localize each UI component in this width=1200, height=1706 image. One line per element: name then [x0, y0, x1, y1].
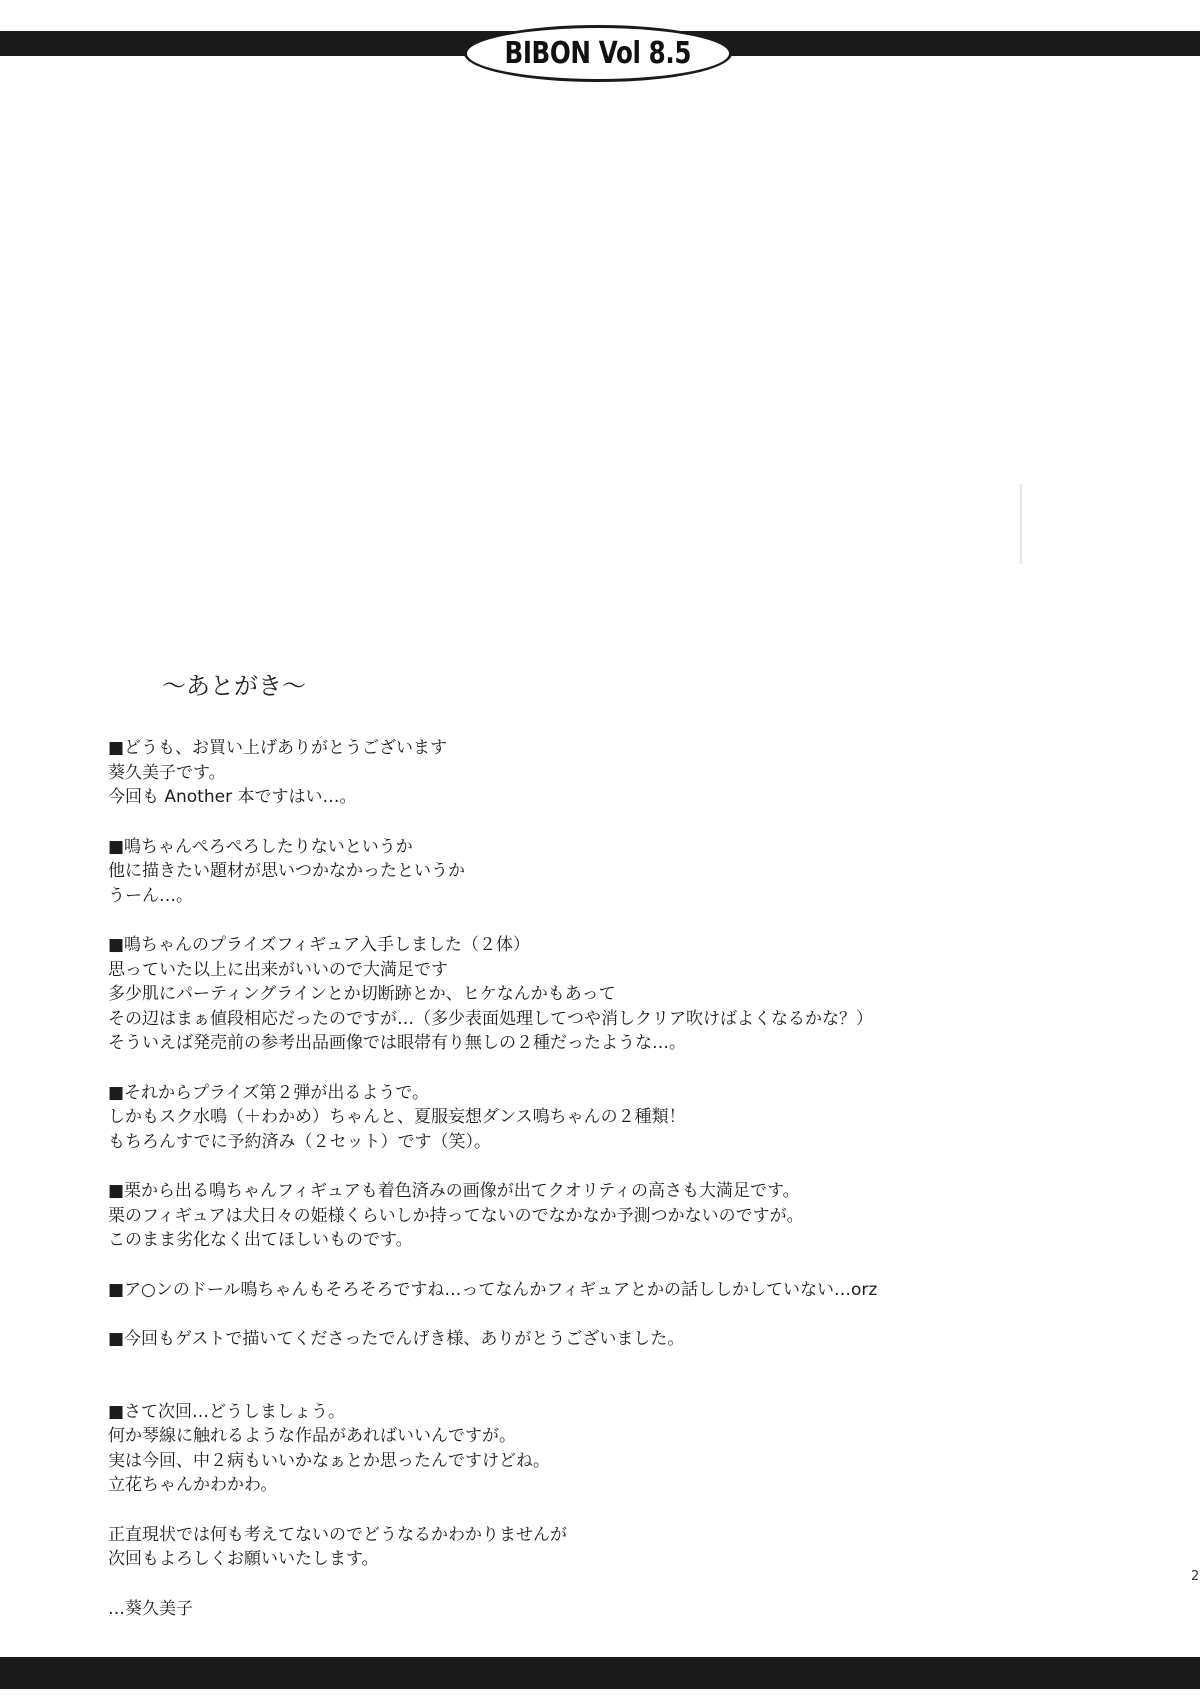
text-line: ■ア○ンのドール鳴ちゃんもそろそろですね…ってなんかフィギュアとかの話ししかしていない…orz: [108, 1279, 878, 1300]
paragraph-topic: [108, 835, 1108, 909]
author-signature: …葵久美子: [108, 1598, 193, 1619]
text-line: 思っていた以上に出来がいいので大満足です: [108, 959, 448, 980]
page-number: 2: [1191, 1569, 1200, 1584]
scan-mark: [1020, 484, 1022, 564]
text-line: ■さて次回…どうしましょう。: [108, 1401, 346, 1422]
title-badge: [464, 25, 732, 82]
text-line: うーん…。: [108, 885, 193, 906]
paragraph-next-time: [108, 1400, 1108, 1498]
text-line: そういえば発売前の参考出品画像では眼帯有り無しの２種だったような…。: [108, 1033, 686, 1053]
text-line: 何か琴線に触れるような作品があればいいんですが。: [108, 1426, 516, 1446]
text-line: ■どうも、お買い上げありがとうございます: [108, 738, 448, 758]
paragraph-prize-second: [108, 1081, 1108, 1155]
text-line: 他に描きたい題材が思いつかなかったというか: [108, 861, 465, 881]
text-line: その辺はまぁ値段相応だったのですが…（多少表面処理してつや消しクリア吹けばよくなるかな？）: [108, 1008, 873, 1029]
afterword-body: [108, 736, 1108, 1646]
paragraph-greeting: [108, 736, 1108, 810]
text-line: ■鳴ちゃんぺろぺろしたりないというか: [108, 836, 413, 857]
footer-bar: [0, 1657, 1200, 1689]
text-line: 栗のフィギュアは犬日々の姫様くらいしか持ってないのでなかなか予測つかないのですが。: [108, 1205, 804, 1226]
text-line: 実は今回、中２病もいいかなぁとか思ったんですけどね。: [108, 1450, 550, 1471]
text-line: 次回もよろしくお願いいたします。: [108, 1549, 379, 1569]
text-line: もちろんすでに予約済み（２セット）です（笑）。: [108, 1131, 492, 1152]
paragraph-prize-figure: [108, 933, 1108, 1056]
text-line: ■それからプライズ第２弾が出るようで。: [108, 1082, 430, 1103]
text-line: 葵久美子です。: [108, 762, 226, 783]
afterword-heading: ～あとがき～: [162, 672, 306, 700]
text-line: 立花ちゃんかわかわ。: [108, 1475, 278, 1495]
text-line: 今回も Another 本ですはい…。: [108, 787, 357, 807]
paragraph-signature: [108, 1597, 1108, 1622]
text-line: 正直現状では何も考えてないのでどうなるかわかりませんが: [108, 1524, 567, 1545]
text-line: このまま劣化なく出てほしいものです。: [108, 1230, 413, 1250]
text-line: ■今回もゲストで描いてくださったでんげき様、ありがとうございました。: [108, 1329, 685, 1349]
book-title: BIBON Vol 8.5: [504, 36, 692, 71]
text-line: 多少肌にパーティングラインとか切断跡とか、ヒケなんかもあって: [108, 984, 616, 1004]
paragraph-closing: [108, 1523, 1108, 1572]
text-line: しかもスク水鳴（＋わかめ）ちゃんと、夏服妄想ダンス鳴ちゃんの２種類！: [108, 1107, 686, 1127]
text-line: ■鳴ちゃんのプライズフィギュア入手しました（２体）: [108, 935, 531, 955]
text-line: ■栗から出る鳴ちゃんフィギュアも着色済みの画像が出てクオリティの高さも大満足です。: [108, 1181, 800, 1201]
paragraph-kuri-figure: [108, 1179, 1108, 1253]
paragraph-doll: [108, 1278, 1108, 1303]
paragraph-guest-thanks: [108, 1327, 1108, 1352]
